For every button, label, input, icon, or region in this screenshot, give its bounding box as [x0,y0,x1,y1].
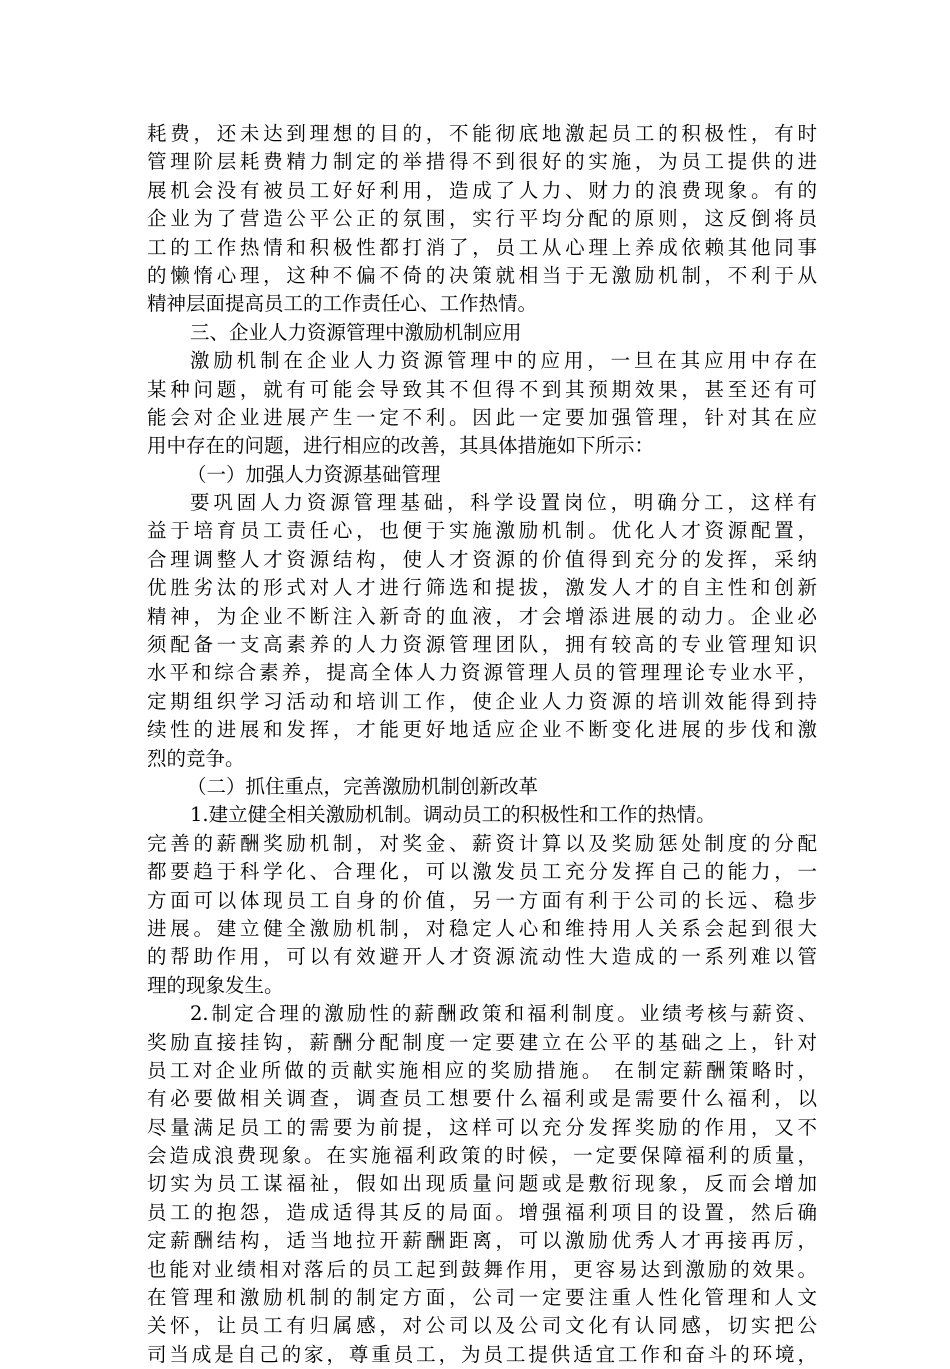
text-line: 1.建立健全相关激励机制。调动员工的积极性和工作的热情。 [190,803,716,827]
text-line: 会造成浪费现象。在实施福利政策的时候，一定要保障福利的质量， [147,1144,817,1168]
text-line: 益于培育员工责任心，也便于实施激励机制。优化人才资源配置， [147,519,817,543]
text-line: 精神层面提高员工的工作责任心、工作热情。 [147,292,538,316]
text-line: 须配备一支高素养的人力资源管理团队，拥有较高的专业管理知识 [147,633,817,657]
text-line: 奖励直接挂钩，薪酬分配制度一定要建立在公平的基础之上，针对 [147,1030,817,1054]
document-page [147,120,817,1369]
text-line: 用中存在的问题，进行相应的改善，其具体措施如下所示： [147,434,655,458]
text-line: 定薪酬结构，适当地拉开薪酬距离，可以激励优秀人才再接再厉， [147,1229,817,1253]
text-line: 三、企业人力资源管理中激励机制应用 [190,320,522,344]
text-line: 尽量满足员工的需要为前提，这样可以充分发挥奖励的作用，又不 [147,1115,817,1139]
text-line: 某种问题，就有可能会导致其不但得不到其预期效果，甚至还有可 [147,377,817,401]
text-line: 方面可以体现员工自身的价值，另一方面有利于公司的长远、稳步 [147,888,817,912]
text-line: 精神，为企业不断注入新奇的血液，才会增添进展的动力。企业必 [147,604,817,628]
text-line: 的帮助作用，可以有效避开人才资源流动性大造成的一系列难以管 [147,945,817,969]
text-line: 有必要做相关调查，调查员工想要什么福利或是需要什么福利，以 [147,1087,817,1111]
text-line: 优胜劣汰的形式对人才进行筛选和提拔，激发人才的自主性和创新 [147,576,817,600]
text-line: 切实为员工谋福祉，假如出现质量问题或是敷衍现象，反而会增加 [147,1172,817,1196]
text-line: 员工对企业所做的贡献实施相应的奖励措施。 在制定薪酬策略时， [147,1058,817,1082]
text-line: （一）加强人力资源基础管理 [187,462,441,486]
text-line: （二）抓住重点，完善激励机制创新改革 [187,774,539,798]
text-line: 续性的进展和发挥，才能更好地适应企业不断变化进展的步伐和激 [147,718,817,742]
text-line: 员工的抱怨，造成适得其反的局面。增强福利项目的设置，然后确 [147,1200,817,1224]
text-line: 在管理和激励机制的制定方面，公司一定要注重人性化管理和人文 [147,1286,817,1310]
text-line: 能会对企业进展产生一定不利。因此一定要加强管理，针对其在应 [147,405,817,429]
text-line: 水平和综合素养，提高全体人力资源管理人员的管理理论专业水平， [147,661,817,685]
text-line: 工的工作热情和积极性都打消了，员工从心理上养成依赖其他同事 [147,235,817,259]
text-line: 激励机制在企业人力资源管理中的应用，一旦在其应用中存在 [190,349,817,373]
text-line: 耗费，还未达到理想的目的，不能彻底地激起员工的积极性，有时 [147,122,817,145]
text-line: 管理阶层耗费精力制定的举措得不到很好的实施，为员工提供的进 [147,150,817,174]
text-line: 2.制定合理的激励性的薪酬政策和福利制度。业绩考核与薪资、 [190,1002,817,1026]
text-line: 进展。建立健全激励机制，对稳定人心和维持用人关系会起到很大 [147,916,817,940]
text-line: 也能对业绩相对落后的员工起到鼓舞作用，更容易达到激励的效果。 [147,1257,817,1281]
text-line: 展机会没有被员工好好利用，造成了人力、财力的浪费现象。有的 [147,178,817,202]
text-line: 烈的竞争。 [147,746,245,770]
text-line: 的懒惰心理，这种不偏不倚的决策就相当于无激励机制，不利于从 [147,263,817,287]
text-line: 企业为了营造公平公正的氛围，实行平均分配的原则，这反倒将员 [147,207,817,231]
text-line: 关怀，让员工有归属感，对公司以及公司文化有认同感，切实把公 [147,1314,817,1338]
text-line: 合理调整人才资源结构，使人才资源的价值得到充分的发挥，采纳 [147,547,817,571]
text-line: 都要趋于科学化、合理化，可以激发员工充分发挥自己的能力，一 [147,860,817,884]
text-line: 完善的薪酬奖励机制，对奖金、薪资计算以及奖励惩处制度的分配 [147,831,817,855]
text-line: 司当成是自己的家，尊重员工，为员工提供适宜工作和奋斗的环境， [147,1342,817,1366]
text-line: 理的现象发生。 [147,973,284,997]
text-line: 要巩固人力资源管理基础，科学设置岗位，明确分工，这样有 [190,491,817,515]
text-line: 定期组织学习活动和培训工作，使企业人力资源的培训效能得到持 [147,689,817,713]
